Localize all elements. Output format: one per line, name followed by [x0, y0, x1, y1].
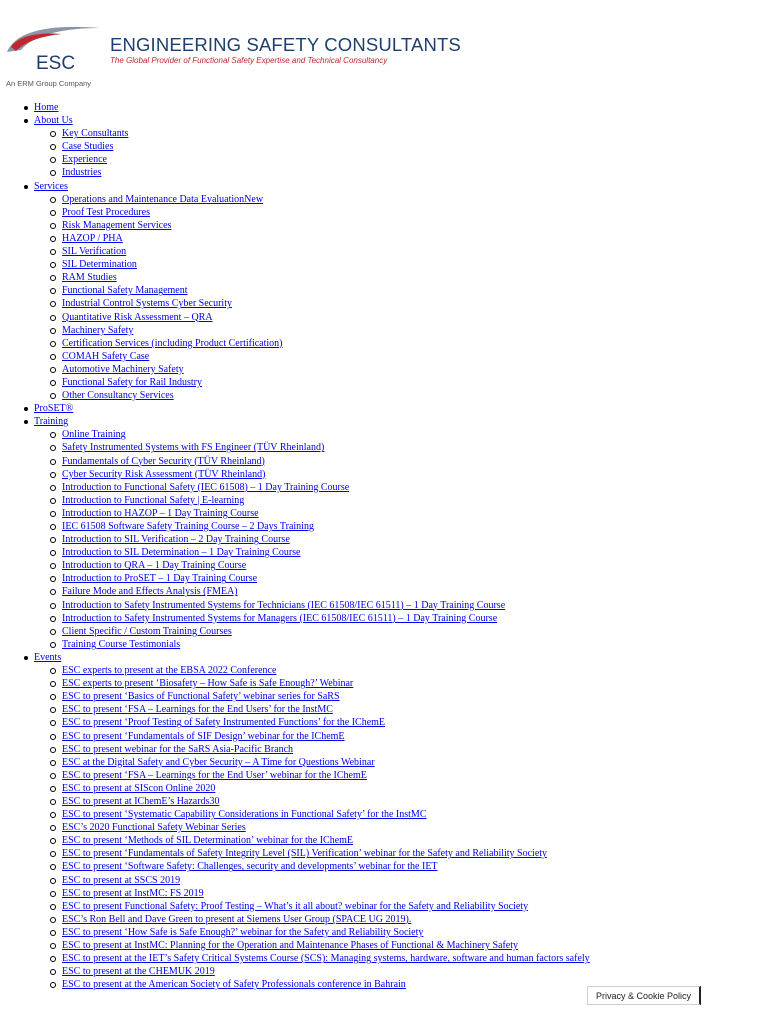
nav-link-events[interactable]: Events	[34, 651, 62, 663]
submenu-link-esc-to-present-at-instmc-planning-for-the-operat[interactable]: ESC to present at InstMC: Planning for the Operation and Maintenance Phases of Functional & Machinery Safety	[62, 940, 519, 951]
submenu-item	[62, 874, 768, 887]
submenu-link-certification-services-including-product-certifi[interactable]: Certification Services (including Product Certification)	[62, 337, 283, 349]
submenu-item	[62, 756, 768, 769]
submenu-link-esc-to-present-fundamentals-of-safety-integrity-[interactable]: ESC to present ‘Fundamentals of Safety Integrity Level (SIL) Verification’ webinar for the Safety and Reliability Society	[62, 848, 548, 860]
submenu-item	[62, 860, 768, 873]
submenu-link-introduction-to-sil-verification-2-day-training-[interactable]: Introduction to SIL Verification – 2 Day Training Course	[62, 534, 290, 546]
submenu-item	[62, 638, 768, 651]
submenu-item	[62, 297, 768, 310]
submenu-item	[62, 847, 768, 860]
submenu-item	[62, 612, 768, 625]
privacy-cookie-policy-button[interactable]: Privacy & Cookie Policy	[587, 986, 701, 1005]
submenu-link-training-course-testimonials[interactable]: Training Course Testimonials	[62, 638, 181, 650]
submenu-link-esc-to-present-software-safety-challenges-securi[interactable]: ESC to present ‘Software Safety: Challenges, security and developments’ webinar for the IET	[62, 861, 438, 873]
submenu-item	[62, 232, 768, 245]
submenu-item	[62, 206, 768, 219]
submenu-item	[62, 965, 768, 978]
submenu-item	[62, 468, 768, 481]
submenu-item	[62, 284, 768, 297]
submenu-link-iec-61508-software-safety-training-course-2-days[interactable]: IEC 61508 Software Safety Training Course – 2 Days Training	[62, 521, 314, 532]
submenu-item	[62, 258, 768, 271]
submenu-link-other-consultancy-services[interactable]: Other Consultancy Services	[62, 390, 174, 402]
submenu-item	[62, 363, 768, 376]
submenu-link-quantitative-risk-assessment-qra[interactable]: Quantitative Risk Assessment – QRA	[62, 311, 213, 323]
submenu-link-online-training[interactable]: Online Training	[62, 429, 126, 441]
submenu-item	[62, 481, 768, 494]
submenu-link-introduction-to-functional-safety-e-learning[interactable]: Introduction to Functional Safety | E-learning	[62, 494, 245, 506]
submenu-link-cyber-security-risk-assessment-tuv-rheinland[interactable]: Cyber Security Risk Assessment (TÜV Rheinland)	[62, 468, 266, 480]
logo-text: ESC	[36, 53, 76, 74]
submenu-link-esc-experts-to-present-at-the-ebsa-2022-conferen[interactable]: ESC experts to present at the EBSA 2022 Conference	[62, 665, 277, 677]
group-company-text: An ERM Group Company	[6, 79, 92, 88]
submenu-link-industries[interactable]: Industries	[62, 167, 102, 179]
submenu-item	[62, 376, 768, 389]
submenu-training	[34, 428, 768, 651]
submenu-link-industrial-control-systems-cyber-security[interactable]: Industrial Control Systems Cyber Security	[62, 298, 232, 310]
submenu-link-esc-to-present-systematic-capability-considerati[interactable]: ESC to present ‘Systematic Capability Considerations in Functional Safety’ for the InstMC	[62, 809, 427, 821]
main-navigation	[0, 101, 768, 991]
submenu-item	[62, 677, 768, 690]
submenu-link-esc-to-present-at-the-iet-s-safety-critical-syst[interactable]: ESC to present at the IET’s Safety Critical Systems Course (SCS): Managing systems, hardware, software and human factors safely	[62, 953, 590, 965]
nav-link-proset[interactable]: ProSET®	[34, 403, 74, 415]
submenu-item	[62, 887, 768, 900]
submenu-item	[62, 428, 768, 441]
submenu-services	[34, 193, 768, 403]
submenu-link-hazop-pha[interactable]: HAZOP / PHA	[62, 232, 123, 244]
submenu-link-esc-to-present-fsa-learnings-for-the-end-users-f[interactable]: ESC to present ‘FSA – Learnings for the End Users’ for the InstMC	[62, 704, 333, 716]
submenu-link-introduction-to-functional-safety-iec-61508-1-da[interactable]: Introduction to Functional Safety (IEC 61508) – 1 Day Training Course	[62, 481, 350, 493]
nav-menu	[0, 101, 768, 991]
submenu-item	[62, 389, 768, 402]
submenu-item	[62, 572, 768, 585]
nav-link-training[interactable]: Training	[34, 416, 69, 428]
submenu-item	[62, 716, 768, 729]
submenu-link-case-studies[interactable]: Case Studies	[62, 141, 114, 153]
submenu-item	[62, 350, 768, 363]
submenu-link-failure-mode-and-effects-analysis-fmea[interactable]: Failure Mode and Effects Analysis (FMEA)	[62, 586, 238, 598]
submenu-item	[62, 455, 768, 468]
submenu-item	[62, 913, 768, 926]
submenu-item	[62, 690, 768, 703]
submenu-item	[62, 808, 768, 821]
submenu-item	[62, 900, 768, 913]
submenu-link-experience[interactable]: Experience	[62, 154, 107, 166]
submenu-events	[34, 664, 768, 991]
submenu-item	[62, 166, 768, 179]
submenu-link-sil-verification[interactable]: SIL Verification	[62, 246, 127, 258]
submenu-item	[62, 834, 768, 847]
submenu-link-esc-to-present-functional-safety-proof-testing-w[interactable]: ESC to present Functional Safety: Proof Testing – What’s it all about? webinar for the Safety and Reliability Society	[62, 900, 529, 912]
submenu-link-client-specific-custom-training-courses[interactable]: Client Specific / Custom Training Courses	[62, 625, 232, 637]
submenu-link-functional-safety-for-rail-industry[interactable]: Functional Safety for Rail Industry	[62, 376, 202, 388]
submenu-link-proof-test-procedures[interactable]: Proof Test Procedures	[62, 206, 150, 218]
submenu-link-introduction-to-proset-1-day-training-course[interactable]: Introduction to ProSET – 1 Day Training Course	[62, 573, 258, 585]
submenu-item	[62, 939, 768, 952]
nav-link-services[interactable]: Services	[34, 180, 68, 192]
nav-item-events	[34, 651, 768, 991]
submenu-link-introduction-to-safety-instrumented-systems-for-[interactable]: Introduction to Safety Instrumented Systems for Technicians (IEC 61508/IEC 61511) – 1 Day Training Course	[62, 599, 506, 611]
submenu-link-esc-to-present-at-the-chemuk-2019[interactable]: ESC to present at the CHEMUK 2019	[62, 966, 215, 978]
submenu-link-introduction-to-sil-determination-1-day-training[interactable]: Introduction to SIL Determination – 1 Day Training Course	[62, 547, 301, 559]
submenu-link-esc-to-present-methods-of-sil-determination-webi[interactable]: ESC to present ‘Methods of SIL Determination’ webinar for the IChemE	[62, 835, 354, 847]
submenu-link-introduction-to-qra-1-day-training-course[interactable]: Introduction to QRA – 1 Day Training Course	[62, 560, 247, 572]
submenu-item	[62, 520, 768, 533]
submenu-item	[62, 599, 768, 612]
company-name: ENGINEERING SAFETY CONSULTANTS	[110, 34, 461, 55]
submenu-item	[62, 311, 768, 324]
submenu-link-esc-to-present-at-instmc-fs-2019[interactable]: ESC to present at InstMC: FS 2019	[62, 887, 204, 899]
submenu-item	[62, 153, 768, 166]
submenu-link-esc-to-present-fundamentals-of-sif-design-webina[interactable]: ESC to present ‘Fundamentals of SIF Design’ webinar for the IChemE	[62, 730, 345, 742]
submenu-about-us	[34, 127, 768, 179]
submenu-link-operations-and-maintenance-data-evaluationnew[interactable]: Operations and Maintenance Data EvaluationNew	[62, 193, 264, 205]
submenu-item	[62, 743, 768, 756]
submenu-link-functional-safety-management[interactable]: Functional Safety Management	[62, 285, 188, 297]
submenu-item	[62, 952, 768, 965]
submenu-item	[62, 324, 768, 337]
submenu-item	[62, 271, 768, 284]
submenu-item	[62, 533, 768, 546]
submenu-item	[62, 664, 768, 677]
submenu-link-esc-to-present-at-sscs-2019[interactable]: ESC to present at SSCS 2019	[62, 874, 181, 886]
nav-item-training	[34, 415, 768, 651]
submenu-link-machinery-safety[interactable]: Machinery Safety	[62, 324, 134, 336]
submenu-item	[62, 782, 768, 795]
submenu-item	[62, 127, 768, 140]
submenu-item	[62, 769, 768, 782]
submenu-link-sil-determination[interactable]: SIL Determination	[62, 259, 137, 271]
submenu-link-safety-instrumented-systems-with-fs-engineer-tuv[interactable]: Safety Instrumented Systems with FS Engineer (TÜV Rheinland)	[62, 442, 325, 454]
submenu-item	[62, 494, 768, 507]
submenu-link-esc-to-present-at-icheme-s-hazards30[interactable]: ESC to present at IChemE’s Hazards30	[62, 795, 220, 807]
submenu-link-risk-management-services[interactable]: Risk Management Services	[62, 219, 172, 231]
submenu-link-esc-to-present-fsa-learnings-for-the-end-user-we[interactable]: ESC to present ‘FSA – Learnings for the End User’ webinar for the IChemE	[62, 769, 367, 781]
company-tagline: The Global Provider of Functional Safety Expertise and Technical Consultancy	[110, 56, 388, 65]
submenu-link-esc-to-present-at-siscon-online-2020[interactable]: ESC to present at SIScon Online 2020	[62, 782, 216, 794]
logo-swoosh-red	[11, 34, 62, 51]
nav-item-home	[34, 101, 768, 114]
submenu-item	[62, 703, 768, 716]
submenu-link-esc-at-the-digital-safety-and-cyber-security-a-t[interactable]: ESC at the Digital Safety and Cyber Security – A Time for Questions Webinar	[62, 756, 375, 768]
nav-item-proset	[34, 402, 768, 415]
nav-link-home[interactable]: Home	[34, 102, 59, 113]
submenu-item	[62, 219, 768, 232]
submenu-item	[62, 926, 768, 939]
submenu-item	[62, 625, 768, 638]
submenu-link-esc-to-present-how-safe-is-safe-enough-webinar-f[interactable]: ESC to present ‘How Safe is Safe Enough?’ webinar for the Safety and Reliability Society	[62, 926, 424, 938]
submenu-link-esc-to-present-at-the-american-society-of-safety[interactable]: ESC to present at the American Society of Safety Professionals conference in Bahrain	[62, 979, 406, 991]
site-header	[0, 0, 768, 92]
submenu-item	[62, 507, 768, 520]
nav-item-about-us	[34, 114, 768, 179]
submenu-link-esc-to-present-basics-of-functional-safety-webin[interactable]: ESC to present ‘Basics of Functional Safety’ webinar series for SaRS	[62, 691, 340, 703]
submenu-link-automotive-machinery-safety[interactable]: Automotive Machinery Safety	[62, 363, 184, 375]
submenu-item	[62, 559, 768, 572]
submenu-item	[62, 140, 768, 153]
submenu-link-esc-s-ron-bell-and-dave-green-to-present-at-siem[interactable]: ESC’s Ron Bell and Dave Green to present at Siemens User Group (SPACE UG 2019).	[62, 913, 412, 925]
submenu-link-key-consultants[interactable]: Key Consultants	[62, 128, 129, 140]
submenu-link-fundamentals-of-cyber-security-tuv-rheinland[interactable]: Fundamentals of Cyber Security (TÜV Rheinland)	[62, 455, 265, 467]
nav-link-about-us[interactable]: About Us	[34, 115, 73, 127]
submenu-link-esc-to-present-proof-testing-of-safety-instrumen[interactable]: ESC to present ‘Proof Testing of Safety Instrumented Functions’ for the IChemE	[62, 717, 386, 729]
esc-logo[interactable]	[4, 22, 104, 82]
submenu-item	[62, 441, 768, 454]
submenu-item	[62, 245, 768, 258]
submenu-item	[62, 821, 768, 834]
submenu-item	[62, 795, 768, 808]
submenu-link-ram-studies[interactable]: RAM Studies	[62, 272, 117, 284]
submenu-link-introduction-to-hazop-1-day-training-course[interactable]: Introduction to HAZOP – 1 Day Training Course	[62, 507, 259, 519]
submenu-link-esc-s-2020-functional-safety-webinar-series[interactable]: ESC’s 2020 Functional Safety Webinar Series	[62, 822, 246, 834]
submenu-link-esc-experts-to-present-biosafety-how-safe-is-saf[interactable]: ESC experts to present ‘Biosafety – How Safe is Safe Enough?’ Webinar	[62, 678, 354, 690]
submenu-item	[62, 337, 768, 350]
submenu-item	[62, 730, 768, 743]
nav-item-services	[34, 180, 768, 403]
submenu-link-esc-to-present-webinar-for-the-sars-asia-pacific[interactable]: ESC to present webinar for the SaRS Asia-Pacific Branch	[62, 743, 294, 755]
submenu-link-introduction-to-safety-instrumented-systems-for-[interactable]: Introduction to Safety Instrumented Systems for Managers (IEC 61508/IEC 61511) – 1 Day Training Course	[62, 612, 498, 624]
submenu-item	[62, 546, 768, 559]
submenu-item	[62, 585, 768, 598]
submenu-link-comah-safety-case[interactable]: COMAH Safety Case	[62, 350, 150, 362]
submenu-item	[62, 193, 768, 206]
